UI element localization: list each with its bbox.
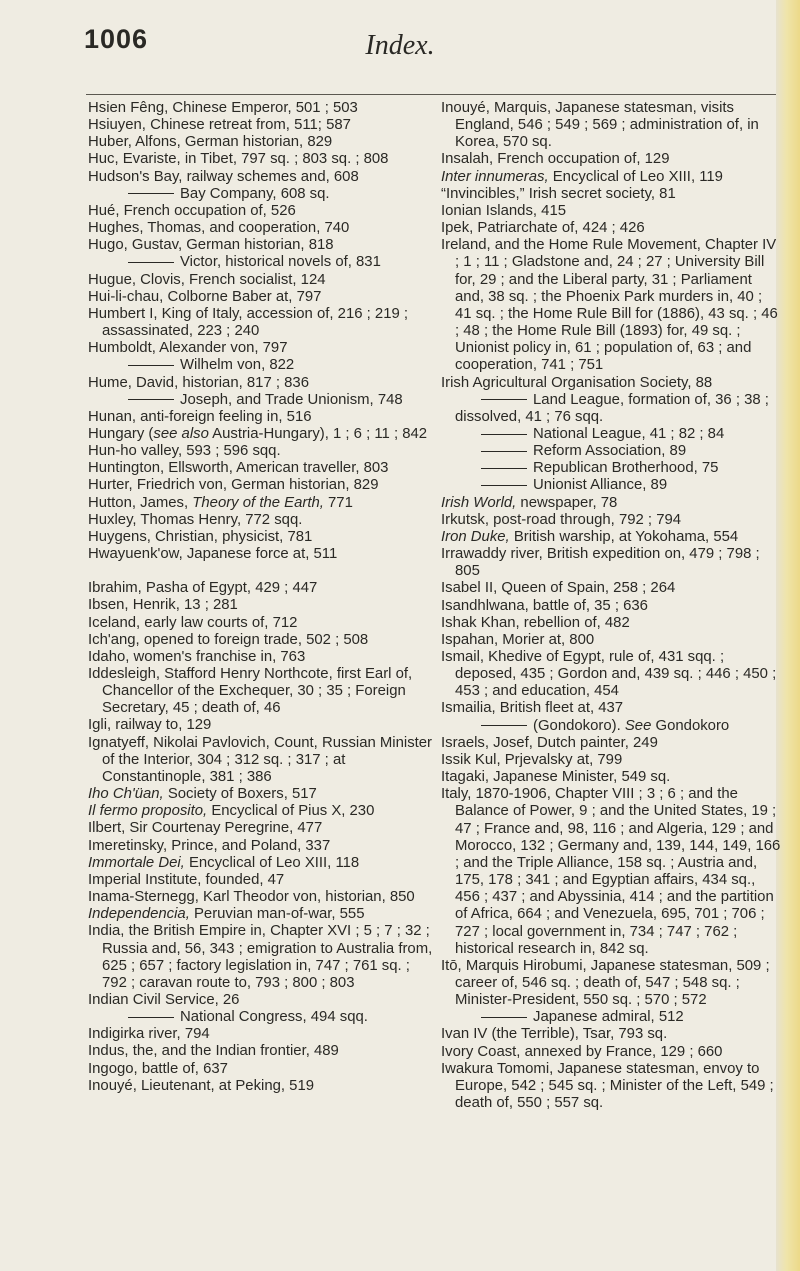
- index-entry: [88, 615, 433, 632]
- entry-text: Ivory Coast, annexed by France, 129 ; 660: [441, 1043, 723, 1060]
- entry-text: Huxley, Thomas Henry, 772 sqq.: [88, 511, 303, 528]
- index-entry: [441, 580, 781, 597]
- index-entry: [441, 735, 781, 752]
- index-entry: [441, 598, 781, 615]
- entry-post: newspaper, 78: [516, 494, 618, 511]
- index-entry: [88, 169, 433, 186]
- index-subentry: [88, 392, 433, 409]
- entry-text: Indus, the, and the Indian frontier, 489: [88, 1043, 339, 1060]
- entry-pre: Hungary (: [88, 425, 154, 442]
- index-entry: [441, 752, 781, 769]
- entry-italic: Theory of the Earth,: [192, 494, 324, 511]
- index-column-left: [88, 100, 433, 1095]
- entry-text: Hughes, Thomas, and cooperation, 740: [88, 220, 350, 237]
- index-entry: [88, 803, 433, 820]
- repeat-dash: [128, 262, 174, 263]
- entry-text: Republican Brotherhood, 75: [533, 460, 719, 477]
- entry-italic: Il fermo proposito,: [88, 803, 208, 820]
- entry-text: Ionian Islands, 415: [441, 202, 567, 219]
- index-entry: [88, 134, 433, 151]
- index-entry: [88, 512, 433, 529]
- entry-text: Japanese admiral, 512: [533, 1009, 684, 1026]
- entry-text: Huntington, Ellsworth, American traveller, 803: [88, 460, 389, 477]
- index-entry: [88, 1043, 433, 1060]
- entry-text: Indian Civil Service, 26: [88, 991, 240, 1008]
- entry-text: Hui-li-chau, Colborne Baber at, 797: [88, 288, 322, 305]
- entry-pre: (Gondokoro).: [533, 717, 625, 734]
- index-subentry: [88, 186, 433, 203]
- entry-text: Huygens, Christian, physicist, 781: [88, 528, 313, 545]
- entry-post: Society of Boxers, 517: [163, 786, 317, 803]
- entry-text: Hun-ho valley, 593 ; 596 sqq.: [88, 443, 281, 460]
- entry-text: Humboldt, Alexander von, 797: [88, 340, 288, 357]
- index-entry: [88, 632, 433, 649]
- index-entry: [88, 666, 433, 717]
- index-subentry: [88, 357, 433, 374]
- repeat-dash: [481, 434, 527, 435]
- repeat-dash: [481, 485, 527, 486]
- entry-text: Hume, David, historian, 817 ; 836: [88, 374, 309, 391]
- index-entry: [88, 375, 433, 392]
- entry-italic: see also: [153, 425, 209, 442]
- index-entry: [88, 872, 433, 889]
- entry-text: Ivan IV (the Terrible), Tsar, 793 sq.: [441, 1026, 668, 1043]
- entry-text: Hugo, Gustav, German historian, 818: [88, 237, 334, 254]
- repeat-dash: [128, 399, 174, 400]
- index-entry: [441, 100, 781, 151]
- index-subentry: [441, 443, 781, 460]
- index-entry: [88, 580, 433, 597]
- entry-text: Hsiuyen, Chinese retreat from, 511; 587: [88, 117, 351, 134]
- entry-post: Encyclical of Leo XIII, 118: [184, 854, 360, 871]
- index-entry: [88, 786, 433, 803]
- entry-text: Ich'ang, opened to foreign trade, 502 ; 508: [88, 631, 369, 648]
- index-entry: [88, 100, 433, 117]
- index-entry: [88, 992, 433, 1009]
- repeat-dash: [481, 399, 527, 400]
- entry-italic: Iho Ch'üan,: [88, 786, 164, 803]
- index-entry: [441, 186, 781, 203]
- entry-text: “Invincibles,” Irish secret society, 81: [441, 185, 676, 202]
- entry-italic: Inter innumeras,: [441, 168, 549, 185]
- entry-text: Bay Company, 608 sq.: [180, 185, 330, 202]
- entry-post: Peruvian man-of-war, 555: [189, 906, 365, 923]
- entry-text: Israels, Josef, Dutch painter, 249: [441, 734, 658, 751]
- index-entry: [88, 340, 433, 357]
- repeat-dash: [128, 365, 174, 366]
- index-subentry: [88, 1009, 433, 1026]
- entry-text: Hué, French occupation of, 526: [88, 202, 296, 219]
- index-entry: [88, 529, 433, 546]
- entry-text: Hsien Fêng, Chinese Emperor, 501 ; 503: [88, 100, 358, 116]
- index-entry: [88, 220, 433, 237]
- index-entry: [441, 375, 781, 392]
- entry-text: Isandhlwana, battle of, 35 ; 636: [441, 597, 648, 614]
- entry-text: Ipek, Patriarchate of, 424 ; 426: [441, 220, 645, 237]
- entry-text: Insalah, French occupation of, 129: [441, 151, 670, 168]
- entry-post: Austria-Hungary), 1 ; 6 ; 11 ; 842: [208, 425, 428, 442]
- index-entry: [88, 477, 433, 494]
- index-subentry: [441, 426, 781, 443]
- entry-text: Ismailia, British fleet at, 437: [441, 700, 624, 717]
- index-subentry: [88, 254, 433, 271]
- entry-text: India, the British Empire in, Chapter XVI ; 5 ; 7 ; 32 ; Russia and, 56, 343 ; emigration to Australia from, 625 ; 657 ; factory legislation in, 747 ; 761 sq. ; 792 ; caravan route to, 793 ; 800 ; 803: [88, 923, 433, 991]
- index-entry: [441, 1044, 781, 1061]
- entry-text: Imperial Institute, founded, 47: [88, 871, 285, 888]
- entry-text: Iddesleigh, Stafford Henry Northcote, first Earl of, Chancellor of the Exchequer, 30 ; 35 ; Foreign Secretary, 45 ; death of, 46: [88, 666, 413, 717]
- entry-text: National Congress, 494 sqq.: [180, 1009, 368, 1026]
- index-entry: [88, 1078, 433, 1095]
- entry-text: Inouyé, Marquis, Japanese statesman, visits England, 546 ; 549 ; 569 ; administration of, in Korea, 570 sq.: [441, 100, 759, 151]
- entry-text: National League, 41 ; 82 ; 84: [533, 425, 725, 442]
- index-entry: [441, 220, 781, 237]
- index-entry: [88, 443, 433, 460]
- entry-text: Indigirka river, 794: [88, 1026, 210, 1043]
- entry-text: Unionist Alliance, 89: [533, 477, 668, 494]
- header-rule: [86, 94, 776, 95]
- entry-text: Ilbert, Sir Courtenay Peregrine, 477: [88, 820, 323, 837]
- entry-text: Ismail, Khedive of Egypt, rule of, 431 sqq. ; deposed, 435 ; Gordon and, 439 sq. ; 446 ; 450 ; 453 ; and education, 454: [441, 649, 777, 700]
- entry-text: Irrawaddy river, British expedition on, 479 ; 798 ; 805: [441, 546, 760, 580]
- index-entry: [88, 597, 433, 614]
- index-entry: [88, 820, 433, 837]
- entry-post: 771: [323, 494, 353, 511]
- repeat-dash: [481, 1017, 527, 1018]
- entry-text: Hurter, Friedrich von, German historian, 829: [88, 477, 379, 494]
- index-subentry: [441, 460, 781, 477]
- index-entry: [441, 512, 781, 529]
- repeat-dash: [481, 451, 527, 452]
- index-entry: [88, 460, 433, 477]
- index-entry: [88, 906, 433, 923]
- entry-text: Ibsen, Henrik, 13 ; 281: [88, 597, 238, 614]
- index-subentry: [441, 477, 781, 494]
- entry-text: Idaho, women's franchise in, 763: [88, 648, 306, 665]
- index-entry: [441, 546, 781, 580]
- index-entry: [441, 529, 781, 546]
- repeat-dash: [128, 193, 174, 194]
- letter-gap: [88, 563, 433, 580]
- entry-text: Humbert I, King of Italy, accession of, 216 ; 219 ; assassinated, 223 ; 240: [88, 305, 409, 340]
- index-entry: [88, 272, 433, 289]
- entry-pre: Hutton, James,: [88, 494, 193, 511]
- entry-italic: See: [624, 717, 652, 734]
- index-subentry: [441, 392, 781, 426]
- index-entry: [88, 735, 433, 786]
- index-entry: [88, 838, 433, 855]
- entry-text: Igli, railway to, 129: [88, 717, 212, 734]
- index-entry: [88, 546, 433, 563]
- index-subentry: [441, 1009, 781, 1026]
- repeat-dash: [481, 725, 527, 726]
- entry-text: Irkutsk, post-road through, 792 ; 794: [441, 511, 682, 528]
- index-entry: [88, 717, 433, 734]
- entry-text: Issik Kul, Prjevalsky at, 799: [441, 751, 623, 768]
- repeat-dash: [481, 468, 527, 469]
- index-entry: [441, 615, 781, 632]
- entry-text: Ibrahim, Pasha of Egypt, 429 ; 447: [88, 580, 318, 597]
- index-entry: [441, 237, 781, 374]
- entry-text: Iceland, early law courts of, 712: [88, 614, 298, 631]
- entry-text: Hunan, anti-foreign feeling in, 516: [88, 408, 312, 425]
- index-entry: [441, 495, 781, 512]
- index-entry: [441, 1061, 781, 1112]
- entry-text: Victor, historical novels of, 831: [180, 254, 381, 271]
- index-subentry: [441, 718, 781, 735]
- index-entry: [88, 923, 433, 992]
- page-number: 1006: [84, 24, 149, 54]
- index-entry: [88, 1026, 433, 1043]
- index-entry: [88, 855, 433, 872]
- index-entry: [88, 203, 433, 220]
- entry-text: Ispahan, Morier at, 800: [441, 631, 595, 648]
- index-entry: [441, 1026, 781, 1043]
- index-column-right: [441, 100, 781, 1112]
- entry-post: British warship, at Yokohama, 554: [509, 528, 739, 545]
- index-entry: [441, 649, 781, 700]
- entry-text: Ignatyeff, Nikolai Pavlovich, Count, Russian Minister of the Interior, 304 ; 312 sq. ; 317 ; at Constantinople, 381 ; 386: [88, 734, 433, 785]
- repeat-dash: [128, 1017, 174, 1018]
- index-entry: [441, 151, 781, 168]
- entry-italic: Immortale Dei,: [88, 854, 185, 871]
- index-entry: [88, 289, 433, 306]
- entry-text: Hugue, Clovis, French socialist, 124: [88, 271, 326, 288]
- entry-post: Encyclical of Leo XIII, 119: [548, 168, 723, 185]
- entry-italic: Irish World,: [441, 494, 517, 511]
- entry-text: Inama-Sternegg, Karl Theodor von, historian, 850: [88, 889, 415, 906]
- entry-text: Inouyé, Lieutenant, at Peking, 519: [88, 1077, 315, 1094]
- entry-text: Hwayuenk'ow, Japanese force at, 511: [88, 546, 338, 563]
- index-entry: [88, 889, 433, 906]
- index-entry: [88, 237, 433, 254]
- index-entry: [88, 409, 433, 426]
- entry-text: Iwakura Tomomi, Japanese statesman, envoy to Europe, 542 ; 545 sq. ; Minister of the Left, 549 ; death of, 550 ; 557 sq.: [441, 1060, 774, 1112]
- index-entry: [88, 151, 433, 168]
- entry-text: Itagaki, Japanese Minister, 549 sq.: [441, 769, 671, 786]
- entry-text: Hudson's Bay, railway schemes and, 608: [88, 168, 359, 185]
- entry-text: Itō, Marquis Hirobumi, Japanese statesman, 509 ; career of, 546 sq. ; death of, 547 ; 548 sq. ; Minister-President, 550 sq. ; 570 ; 572: [441, 957, 770, 1009]
- entry-text: Irish Agricultural Organisation Society, 88: [441, 374, 713, 391]
- entry-text: Isabel II, Queen of Spain, 258 ; 264: [441, 580, 676, 597]
- entry-text: Reform Association, 89: [533, 443, 687, 460]
- entry-post: Encyclical of Pius X, 230: [207, 803, 375, 820]
- entry-text: Ingogo, battle of, 637: [88, 1060, 228, 1077]
- index-entry: [88, 117, 433, 134]
- index-entry: [441, 700, 781, 717]
- index-entry: [441, 769, 781, 786]
- index-entry: [441, 632, 781, 649]
- entry-post: Gondokoro: [651, 717, 730, 734]
- entry-text: Ireland, and the Home Rule Movement, Chapter IV ; 1 ; 11 ; Gladstone and, 24 ; 27 ; University Bill for, 29 ; and the Liberal party, 31 ; Parliament and, 38 sq. ; the Phoenix Park murders in, 40 ; 41 sq. ; the Home Rule Bill for (1886), 43 sq. ; 46 ; 48 ; the Home Rule Bill (1893) for, 49 sq. ; Unionist policy in, 61 ; population of, 63 ; and cooperation, 741 ; 751: [441, 237, 778, 374]
- index-entry: [441, 786, 781, 958]
- index-entry: [88, 1061, 433, 1078]
- entry-text: Huber, Alfons, German historian, 829: [88, 134, 333, 151]
- entry-text: Italy, 1870-1906, Chapter VIII ; 3 ; 6 ; and the Balance of Power, 9 ; and the United States, 19 ; 47 ; France and, 98, 116 ; and Algeria, 129 ; and Morocco, 132 ; Germany and, 139, 144, 149, 166 ; and the Triple Alliance, 158 sq. ; Austria and, 175, 178 ; 341 ; and Egyptian affairs, 434 sq., 456 ; 437 ; and Abyssinia, 414 ; and the partition of Africa, 664 ; and Venezuela, 695, 701 ; 706 ; 727 ; local government in, 734 ; 747 ; 762 ; historical research in, 842 sq.: [441, 786, 781, 957]
- index-entry: [88, 495, 433, 512]
- index-entry: [88, 649, 433, 666]
- index-entry: [88, 306, 433, 340]
- index-entry: [441, 203, 781, 220]
- entry-italic: Independencia,: [88, 906, 190, 923]
- index-entry: [441, 958, 781, 1009]
- running-title: Index.: [365, 30, 435, 61]
- index-entry: [88, 426, 433, 443]
- entry-text: Joseph, and Trade Unionism, 748: [180, 391, 403, 408]
- entry-text: Land League, formation of, 36 ; 38 ; dissolved, 41 ; 76 sqq.: [455, 391, 769, 425]
- entry-text: Ishak Khan, rebellion of, 482: [441, 614, 630, 631]
- index-entry: [441, 169, 781, 186]
- entry-text: Huc, Evariste, in Tibet, 797 sq. ; 803 sq. ; 808: [88, 151, 389, 168]
- entry-italic: Iron Duke,: [441, 528, 510, 545]
- entry-text: Wilhelm von, 822: [180, 357, 295, 374]
- entry-text: Imeretinsky, Prince, and Poland, 337: [88, 837, 331, 854]
